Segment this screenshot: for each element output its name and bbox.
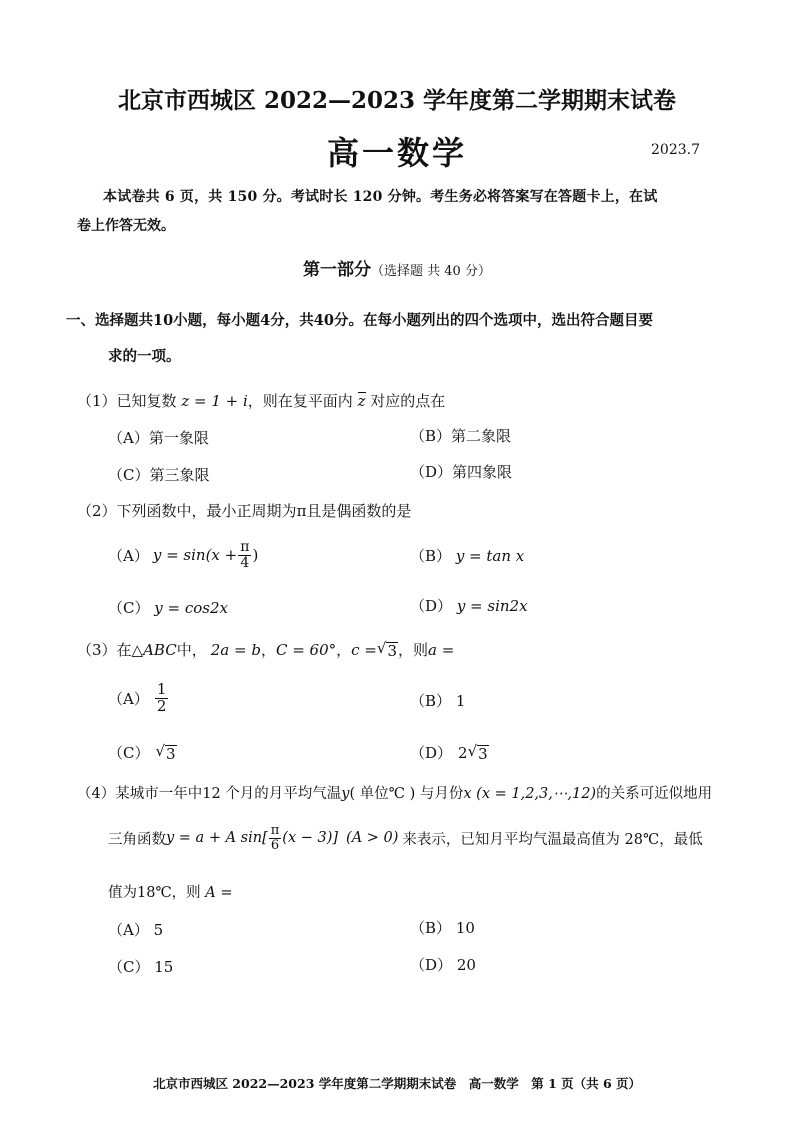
option-2A[interactable] (108, 540, 258, 570)
option-label: （C） (108, 599, 150, 617)
question-2-stem (77, 500, 411, 521)
question-number: （2） (77, 502, 117, 520)
option-1A[interactable] (108, 427, 209, 448)
stem-text: ，则 (398, 641, 429, 659)
option-1B[interactable] (410, 425, 511, 446)
option-text: 15 (154, 958, 174, 976)
question-4-line-1 (77, 782, 712, 803)
math-expression: C = 60° (275, 640, 337, 659)
math-expression: c = (351, 640, 377, 659)
numerator: π (240, 539, 250, 555)
formula: y = tan x (455, 547, 525, 565)
stem-text: 三角函数 (108, 831, 166, 848)
option-2C[interactable] (108, 597, 228, 618)
option-label: （C） (108, 466, 150, 484)
stem-text: 且是偶函数的是 (306, 502, 412, 520)
option-4C[interactable] (108, 956, 173, 977)
option-4A[interactable] (108, 919, 163, 940)
math-expression: z = 1 + i (181, 392, 248, 410)
question-4-line-3 (108, 881, 233, 902)
option-3D[interactable] (410, 742, 489, 763)
subject-title: 高一数学 (326, 134, 467, 172)
radicand: 3 (387, 642, 397, 661)
option-label: （B） (410, 547, 452, 565)
option-text: 第四象限 (452, 463, 513, 481)
instructions-line-2: 卷上作答无效。 (77, 218, 175, 234)
option-label: （A） (108, 429, 149, 447)
question-number: （1） (77, 392, 117, 410)
math-expression: x (x = 1,2,3,⋯,12) (463, 786, 597, 802)
conjugate-z: z (357, 392, 366, 410)
square-root (155, 742, 176, 763)
part-heading (0, 255, 794, 280)
fraction (238, 540, 251, 570)
question-1-stem (77, 390, 445, 411)
denominator: 4 (240, 554, 250, 571)
option-text: 1 (455, 692, 466, 710)
radical-sign-icon: √ (467, 742, 478, 761)
part-title: 第一部分 (303, 260, 372, 280)
option-text: 5 (153, 921, 164, 939)
question-3-stem (77, 639, 454, 660)
math-expression: A = (205, 885, 233, 901)
denominator: 2 (156, 696, 167, 715)
math-expression: a = (428, 640, 455, 659)
stem-text: 下列函数中，最小正周期为 (116, 502, 297, 520)
variable-y: y (341, 786, 350, 802)
fraction (269, 824, 282, 852)
stem-text: 来表示，已知月平均气温最高值为 28℃，最低 (402, 831, 703, 848)
option-text: 10 (455, 919, 475, 937)
option-text: 第二象限 (451, 427, 512, 445)
section-heading-line-1: 一、选择题共10小题，每小题4分，共40分。在每小题列出的四个选项中，选出符合题目要 (66, 312, 653, 329)
page-footer: 北京市西城区 2022—2023 学年度第二学期期末试卷 高一数学 第 1 页（共 6 页） (152, 1076, 642, 1091)
option-label: （A） (108, 921, 149, 939)
option-1C[interactable] (108, 464, 210, 485)
stem-text: 某城市一年中12 个月的月平均气温 (115, 786, 342, 802)
stem-comma: ， (260, 641, 276, 659)
math-expression: 2a = b (210, 640, 261, 659)
exam-date: 2023.7 (651, 142, 700, 158)
option-3A[interactable] (108, 682, 169, 715)
question-number: （3） (77, 641, 117, 659)
option-label: （B） (410, 919, 452, 937)
triangle-name: ABC (143, 640, 177, 659)
radical-sign-icon: √ (155, 742, 166, 761)
numerator: π (270, 823, 280, 838)
stem-text: 已知复数 (116, 392, 177, 410)
option-3C[interactable] (108, 742, 177, 763)
option-1D[interactable] (410, 461, 512, 482)
stem-text: 值为18℃，则 (108, 885, 201, 901)
formula: y = sin(x + (152, 546, 238, 565)
denominator: 6 (270, 837, 280, 853)
stem-text: ，则在复平面内 (247, 392, 353, 410)
fraction (155, 682, 169, 715)
square-root (377, 639, 398, 660)
option-3B[interactable] (410, 690, 465, 711)
formula: y = sin2x (456, 597, 528, 615)
stem-text: 中， (176, 641, 207, 659)
pi-symbol: π (296, 502, 307, 520)
option-text: 第三象限 (149, 466, 210, 484)
option-label: （D） (410, 597, 453, 615)
formula: y = cos2x (154, 599, 228, 617)
square-root (468, 742, 489, 763)
option-label: （A） (108, 689, 149, 708)
coefficient: 2 (458, 743, 468, 762)
option-text: 20 (456, 956, 476, 974)
option-label: （C） (108, 958, 150, 976)
part-note: （选择题 共 40 分） (371, 264, 491, 279)
instructions-line-1: 本试卷共 6 页，共 150 分。考试时长 120 分钟。考生务必将答案写在答题卡上，在试 (103, 189, 658, 205)
stem-comma: ， (336, 641, 352, 659)
question-4-line-2 (108, 824, 703, 852)
stem-text: 在△ (116, 641, 144, 659)
option-4B[interactable] (410, 917, 475, 938)
option-label: （B） (410, 692, 452, 710)
option-2D[interactable] (410, 595, 528, 616)
option-text: 第一象限 (148, 429, 209, 447)
radicand: 3 (166, 745, 176, 764)
question-number: （4） (77, 786, 116, 802)
option-label: （B） (410, 427, 452, 445)
condition: (A > 0) (346, 830, 399, 847)
numerator: 1 (156, 680, 167, 698)
formula-close: ) (252, 546, 259, 565)
formula: y = a + A sin[ (166, 830, 268, 847)
option-2B[interactable] (410, 545, 524, 566)
option-4D[interactable] (410, 954, 476, 975)
option-label: （C） (108, 744, 150, 762)
radicand: 3 (478, 745, 488, 764)
exam-title: 北京市西城区 2022—2023 学年度第二学期期末试卷 (117, 87, 677, 114)
option-label: （A） (108, 546, 149, 565)
stem-text: 对应的点在 (370, 392, 446, 410)
stem-text: ( 单位℃ ) 与月份 (349, 786, 464, 802)
option-label: （D） (410, 463, 453, 481)
option-label: （D） (410, 956, 453, 974)
formula: (x − 3)] (282, 830, 339, 847)
option-label: （D） (410, 744, 453, 762)
radical-sign-icon: √ (376, 639, 387, 658)
stem-text: 的关系可近似地用 (596, 786, 713, 802)
section-heading-line-2: 求的一项。 (108, 348, 181, 365)
